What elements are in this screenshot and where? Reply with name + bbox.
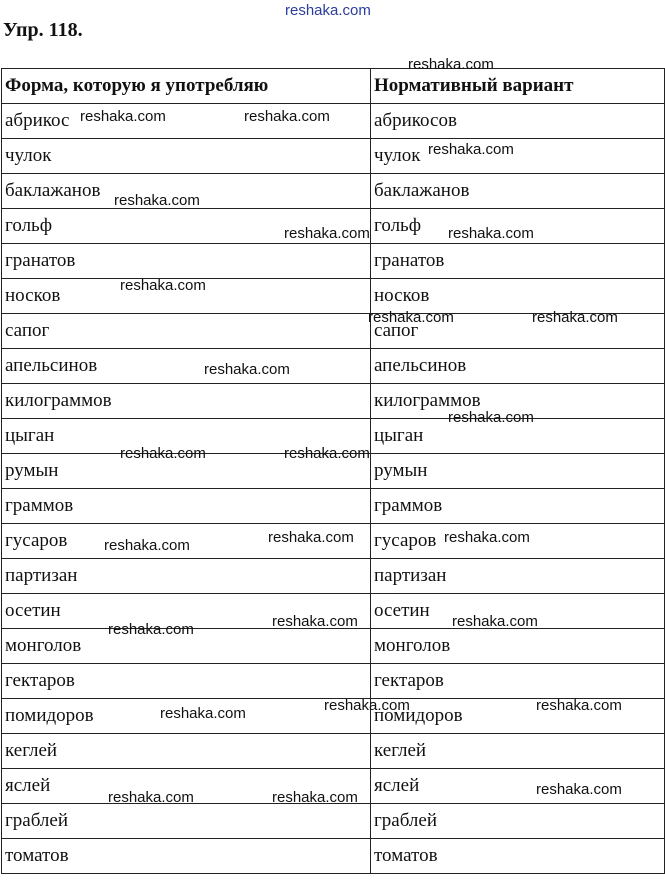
normative-form-cell: гусаров [371,524,665,559]
watermark-text: reshaka.com [536,697,622,714]
watermark-text: reshaka.com [448,225,534,242]
table-row [2,594,665,629]
used-form-cell: сапог [2,314,371,349]
used-form-cell: партизан [2,559,371,594]
watermark-text: reshaka.com [428,141,514,158]
used-form-cell: апельсинов [2,349,371,384]
normative-form-cell: носков [371,279,665,314]
watermark-text: reshaka.com [324,697,410,714]
used-form-cell: гусаров [2,524,371,559]
watermark-text: reshaka.com [284,445,370,462]
watermark-text: reshaka.com [160,705,246,722]
normative-form-cell: граблей [371,804,665,839]
table-body [2,104,665,874]
exercise-title: Упр. 118. [3,19,83,41]
watermark-text: reshaka.com [272,789,358,806]
table-row [2,524,665,559]
table-row [2,489,665,524]
watermark-text: reshaka.com [284,225,370,242]
table-row [2,349,665,384]
answer-table [1,68,665,874]
watermark-text: reshaka.com [114,192,200,209]
table-row [2,454,665,489]
used-form-cell: румын [2,454,371,489]
normative-form-cell: томатов [371,839,665,874]
watermark-text: reshaka.com [532,309,618,326]
normative-form-cell: апельсинов [371,349,665,384]
used-form-cell: гольф [2,209,371,244]
used-form-cell: кеглей [2,734,371,769]
watermark-text: reshaka.com [244,108,330,125]
normative-form-cell: партизан [371,559,665,594]
used-form-cell: граблей [2,804,371,839]
table-row [2,664,665,699]
table-row [2,734,665,769]
watermark-text: reshaka.com [80,108,166,125]
used-form-cell: чулок [2,139,371,174]
normative-form-cell: гольф [371,209,665,244]
normative-form-cell: абрикосов [371,104,665,139]
normative-form-cell: цыган [371,419,665,454]
table-row [2,209,665,244]
table-header-row [2,69,665,104]
watermark-text: reshaka.com [408,56,494,73]
used-form-cell: граммов [2,489,371,524]
watermark-text: reshaka.com [104,537,190,554]
used-form-cell: помидоров [2,699,371,734]
watermark-text: reshaka.com [452,613,538,630]
watermark-text: reshaka.com [120,277,206,294]
table-row [2,139,665,174]
watermark-text: reshaka.com [536,781,622,798]
table-row [2,384,665,419]
normative-form-cell: гектаров [371,664,665,699]
table-row [2,804,665,839]
watermark-text: reshaka.com [108,789,194,806]
normative-form-cell: килограммов [371,384,665,419]
used-form-cell: килограммов [2,384,371,419]
normative-form-cell: сапог [371,314,665,349]
normative-form-cell: чулок [371,139,665,174]
watermark-text: reshaka.com [368,309,454,326]
used-form-cell: цыган [2,419,371,454]
used-form-cell: монголов [2,629,371,664]
table-row [2,244,665,279]
column-header-used-form: Форма, которую я употребляю [2,69,371,104]
watermark-text: reshaka.com [448,409,534,426]
used-form-cell: томатов [2,839,371,874]
normative-form-cell: румын [371,454,665,489]
site-logo-text[interactable]: reshaka.com [285,2,371,19]
table-row [2,104,665,139]
watermark-text: reshaka.com [268,529,354,546]
table-row [2,174,665,209]
table-row [2,559,665,594]
table-row [2,419,665,454]
used-form-cell: гектаров [2,664,371,699]
used-form-cell: яслей [2,769,371,804]
used-form-cell: абрикос [2,104,371,139]
used-form-cell: носков [2,279,371,314]
normative-form-cell: монголов [371,629,665,664]
normative-form-cell: яслей [371,769,665,804]
normative-form-cell: баклажанов [371,174,665,209]
normative-form-cell: помидоров [371,699,665,734]
watermark-text: reshaka.com [204,361,290,378]
normative-form-cell: гранатов [371,244,665,279]
column-header-normative-form: Нормативный вариант [371,69,665,104]
watermark-text: reshaka.com [108,621,194,638]
normative-form-cell: осетин [371,594,665,629]
used-form-cell: осетин [2,594,371,629]
table-row [2,839,665,874]
table-row [2,279,665,314]
table-row [2,699,665,734]
used-form-cell: баклажанов [2,174,371,209]
table-row [2,769,665,804]
table-row [2,629,665,664]
watermark-text: reshaka.com [120,445,206,462]
watermark-text: reshaka.com [444,529,530,546]
normative-form-cell: кеглей [371,734,665,769]
watermark-text: reshaka.com [272,613,358,630]
used-form-cell: гранатов [2,244,371,279]
normative-form-cell: граммов [371,489,665,524]
table-row [2,314,665,349]
